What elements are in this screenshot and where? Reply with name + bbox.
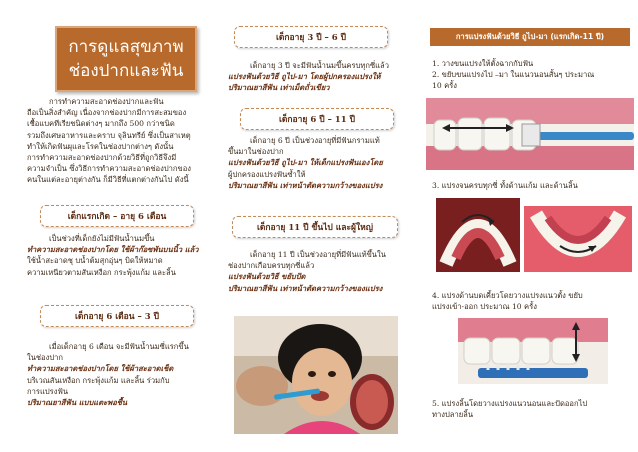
intro-line: การทำความสะอาดช่องปากและฟัน <box>49 97 164 106</box>
y3-6-line: แปรงฟันด้วยวิธี ถูไป-มา โดยผู้ปกครองแปรงให้ <box>228 72 381 82</box>
upper-arch-image <box>436 198 520 272</box>
teeth-brushing-illustration-1 <box>426 98 634 170</box>
m6-3y-line: ปริมาณยาสีฟัน แบบแตะพอชื้น <box>27 398 128 408</box>
steps-1-2 <box>432 58 632 91</box>
heading-6-11y <box>240 108 394 130</box>
y11up-line: เด็กอายุ 11 ปี เป็นช่วงอายุที่มีฟันแท้ขึ้นใน <box>250 250 386 259</box>
newborn-line: ทำความสะอาดช่องปากโดย ใช้ผ้าก๊อซพันบนนิ้ว แล้ว <box>27 245 199 255</box>
y6-11-line: แปรงฟันด้วยวิธี ถูไป-มา ให้เด็กแปรงฟันเองโดย <box>228 158 383 168</box>
method-heading-text: การแปรงฟันด้วยวิธี ถูไป-มา (แรกเกิด-11 ปี) <box>455 32 605 41</box>
child-brushing-illustration <box>234 316 398 434</box>
m6-3y-line: บริเวณสันเหงือก กระพุ้งแก้ม และลิ้น ร่วมกับ <box>27 375 170 385</box>
intro-line: คนในแต่ละอายุต่างกัน ก็มีวิธีที่แตกต่างกันไป ดังนี้ <box>27 175 189 185</box>
chewing-surface-image <box>458 318 608 384</box>
y11up-paragraph <box>228 249 418 294</box>
m6-3y-line: การแปรงฟัน <box>27 386 69 396</box>
heading-newborn <box>40 205 194 227</box>
child-brushing-photo <box>234 316 398 434</box>
m6-3y-line: ในช่องปาก <box>27 353 64 363</box>
left-column <box>0 0 205 452</box>
heading-11y-up-text: เด็กอายุ 11 ปี ขึ้นไป และผู้ใหญ่ <box>256 223 373 233</box>
title-line-1: การดูแลสุขภาพ <box>68 37 184 57</box>
intro-line: ความจำเป็น ซึ่งวิธีการทำความสะอาดช่องปากของ <box>27 164 191 174</box>
newborn-line: ความเหนียวตามสันเหงือก กระพุ้งแก้ม และลิ้น <box>27 267 176 277</box>
lower-arch-image <box>524 206 632 272</box>
method-heading <box>430 28 630 46</box>
m6-3y-line: ทำความสะอาดช่องปากโดย ใช้ผ้าสะอาดเช็ด <box>27 364 174 374</box>
lower-arch-illustration <box>524 206 632 272</box>
step-4-line: แปรงเข้า-ออก ประมาณ 10 ครั้ง <box>432 302 537 311</box>
newborn-line: เป็นช่วงที่เด็กยังไม่มีฟันน้ำนมขึ้น <box>49 234 155 243</box>
step-3 <box>432 180 632 191</box>
intro-line: ถือเป็นสิ่งสำคัญ เนื่องจากช่องปากมีการสะสมของ <box>27 108 187 118</box>
title-line-2: ช่องปากและฟัน <box>68 61 184 81</box>
y6-11-line: ผู้ปกครองแปรงฟันซ้ำให้ <box>228 169 306 179</box>
heading-3-6y-text: เด็กอายุ 3 ปี – 6 ปี <box>275 33 347 43</box>
intro-line: รวมถึงเศษอาหารและคราบ จุลินทรีย์ ซึ่งเป็นสาเหตุ <box>27 130 191 140</box>
m6-3y-paragraph <box>27 341 202 408</box>
step-4-line: 4. แปรงด้านบดเคี้ยวโดยวางแปรงแนวตั้ง ขยับ <box>432 291 583 300</box>
y6-11-line: ขึ้นมาในช่องปาก <box>228 147 284 157</box>
intro-line: ทำให้เกิดฟันผุและโรคในช่องปากต่างๆ ดังนั้น <box>27 141 174 151</box>
y6-11-paragraph <box>228 135 418 191</box>
heading-newborn-text: เด็กแรกเกิด – อายุ 6 เดือน <box>67 212 167 222</box>
heading-11y-up <box>232 216 398 238</box>
y3-6-line: ปริมาณยาสีฟัน เท่าเม็ดถั่วเขียว <box>228 83 330 93</box>
step-5-line: ทางปลายลิ้น <box>432 410 474 419</box>
upper-arch-illustration <box>436 198 520 272</box>
page-title <box>55 26 197 92</box>
y11up-line: แปรงฟันด้วยวิธี ขยับปัด <box>228 272 306 282</box>
y3-6-line: เด็กอายุ 3 ปี จะมีฟันน้ำนมขึ้นครบทุกซี่แล้ว <box>250 61 389 70</box>
intro-paragraph <box>27 96 202 186</box>
heading-6m-3y <box>40 305 194 327</box>
intro-line: การทำความสะอาดช่องปากด้วยวิธีที่ถูกวิธีจึงมี <box>27 153 177 163</box>
newborn-paragraph <box>27 233 202 278</box>
step-3-text: 3. แปรงจนครบทุกซี่ ทั้งด้านแก้ม และด้านลิ้น <box>432 181 578 190</box>
y6-11-line: เด็กอายุ 6 ปี เป็นช่วงอายุที่มีฟันกรามแท้ <box>250 136 380 145</box>
y6-11-line: ปริมาณยาสีฟัน เท่าหน้าตัดความกว้างของแปรง <box>228 180 383 190</box>
step-4 <box>432 290 632 312</box>
heading-6m-3y-text: เด็กอายุ 6 เดือน – 3 ปี <box>74 312 160 322</box>
middle-column <box>218 0 420 452</box>
heading-6-11y-text: เด็กอายุ 6 ปี – 11 ปี <box>278 115 355 125</box>
step-line: 1. วางขนแปรงให้ตั้งฉากกับฟัน <box>432 59 534 68</box>
chewing-surface-illustration <box>458 318 608 384</box>
step-line: 10 ครั้ง <box>432 81 457 90</box>
y11up-line: ปริมาณยาสีฟัน เท่าหน้าตัดความกว้างของแปรง <box>228 283 383 293</box>
heading-3-6y <box>234 26 388 48</box>
y3-6-paragraph <box>228 60 418 94</box>
m6-3y-line: เมื่อเด็กอายุ 6 เดือน จะมีฟันน้ำนมซี่แรกขึ้น <box>49 342 189 351</box>
y11up-line: ช่องปากเกือบครบทุกซี่แล้ว <box>228 261 315 271</box>
newborn-line: ใช้น้ำสะอาดชุ บน้ำต้มสุกอุ่นๆ บิดให้หมาด <box>27 256 163 266</box>
brush-horizontal-image <box>426 98 634 170</box>
intro-line: เชื้อแบคทีเรียชนิดต่างๆ มากถึง 500 กว่าชนิด <box>27 119 175 129</box>
step-line: 2. ขยับขนแปรงไป –มา ในแนวนอนสั้นๆ ประมาณ <box>432 70 595 79</box>
step-5-line: 5. แปรงลิ้นโดยวางแปรงแนวนอนและปัดออกไป <box>432 399 588 408</box>
step-5 <box>432 398 632 420</box>
